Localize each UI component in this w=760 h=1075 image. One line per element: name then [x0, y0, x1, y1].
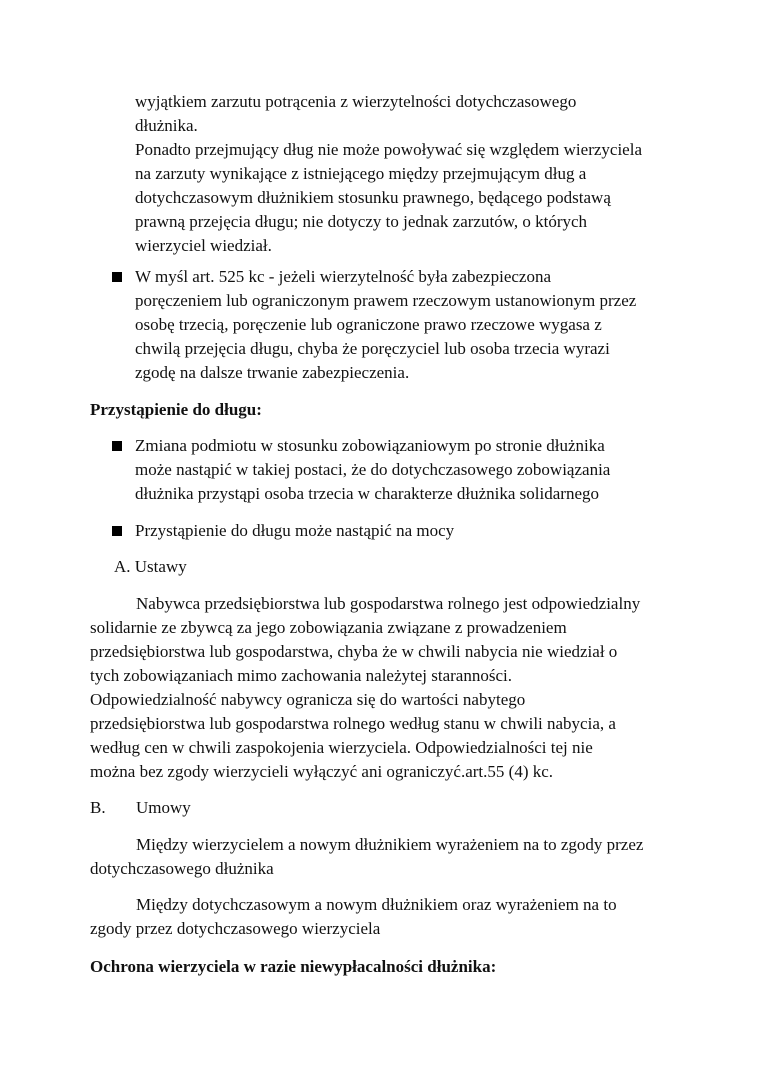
square-bullet-icon: [112, 526, 122, 536]
text-line: Przystąpienie do długu może nastąpić na mocy: [135, 521, 455, 540]
text-line: tych zobowiązaniach mimo zachowania należytej staranności.: [90, 666, 512, 685]
text-line: chwilą przejęcia długu, chyba że poręczyciel lub osoba trzecia wyrazi: [135, 339, 610, 358]
text-line: prawną przejęcia długu; nie dotyczy to jednak zarzutów, o których: [135, 212, 588, 231]
text-line: Nabywca przedsiębiorstwa lub gospodarstwa rolnego jest odpowiedzialny: [136, 594, 641, 613]
square-bullet-icon: [112, 441, 122, 451]
text-line: osobę trzecią, poręczenie lub ograniczone prawo rzeczowe wygasa z: [135, 315, 602, 334]
text-line: może nastąpić w takiej postaci, że do dotychczasowego zobowiązania: [135, 460, 611, 479]
section-heading: Przystąpienie do długu:: [90, 400, 262, 419]
text-line: na zarzuty wynikające z istniejącego między przejmującym dług a: [135, 164, 587, 183]
text-line: Zmiana podmiotu w stosunku zobowiązaniowym po stronie dłużnika: [135, 436, 605, 455]
text-line: przedsiębiorstwa lub gospodarstwa, chyba że w chwili nabycia nie wiedział o: [90, 642, 618, 661]
text-line: według cen w chwili zaspokojenia wierzyciela. Odpowiedzialności tej nie: [90, 738, 593, 757]
text-line: poręczeniem lub ograniczonym prawem rzeczowym ustanowionym przez: [135, 291, 637, 310]
list-item-a: A. Ustawy: [114, 557, 187, 576]
text-line: solidarnie ze zbywcą za jego zobowiązania związane z prowadzeniem: [90, 618, 567, 637]
text-line: dłużnika.: [135, 116, 198, 135]
text-line: można bez zgody wierzycieli wyłączyć ani ograniczyć.art.55 (4) kc.: [90, 762, 554, 781]
square-bullet-icon: [112, 272, 122, 282]
list-item-b-letter: B.: [90, 798, 106, 817]
section-heading: Ochrona wierzyciela w razie niewypłacalności dłużnika:: [90, 957, 497, 976]
text-line: przedsiębiorstwa lub gospodarstwa rolnego według stanu w chwili nabycia, a: [90, 714, 616, 733]
text-line: wierzyciel wiedział.: [135, 236, 272, 255]
text-line: dotychczasowym dłużnikiem stosunku prawnego, będącego podstawą: [135, 188, 611, 207]
text-line: W myśl art. 525 kc - jeżeli wierzytelność była zabezpieczona: [135, 267, 552, 286]
text-line: Między wierzycielem a nowym dłużnikiem wyrażeniem na to zgody przez: [136, 835, 644, 854]
list-item-b-label: Umowy: [136, 798, 191, 817]
text-line: Ponadto przejmujący dług nie może powoływać się względem wierzyciela: [135, 140, 642, 159]
text-line: dłużnika przystąpi osoba trzecia w charakterze dłużnika solidarnego: [135, 484, 599, 503]
text-line: wyjątkiem zarzutu potrącenia z wierzytelności dotychczasowego: [135, 92, 577, 111]
text-line: zgody przez dotychczasowego wierzyciela: [90, 919, 381, 938]
text-line: Między dotychczasowym a nowym dłużnikiem oraz wyrażeniem na to: [136, 895, 617, 914]
text-line: zgodę na dalsze trwanie zabezpieczenia.: [135, 363, 410, 382]
text-line: dotychczasowego dłużnika: [90, 859, 274, 878]
text-line: Odpowiedzialność nabywcy ogranicza się do wartości nabytego: [90, 690, 526, 709]
